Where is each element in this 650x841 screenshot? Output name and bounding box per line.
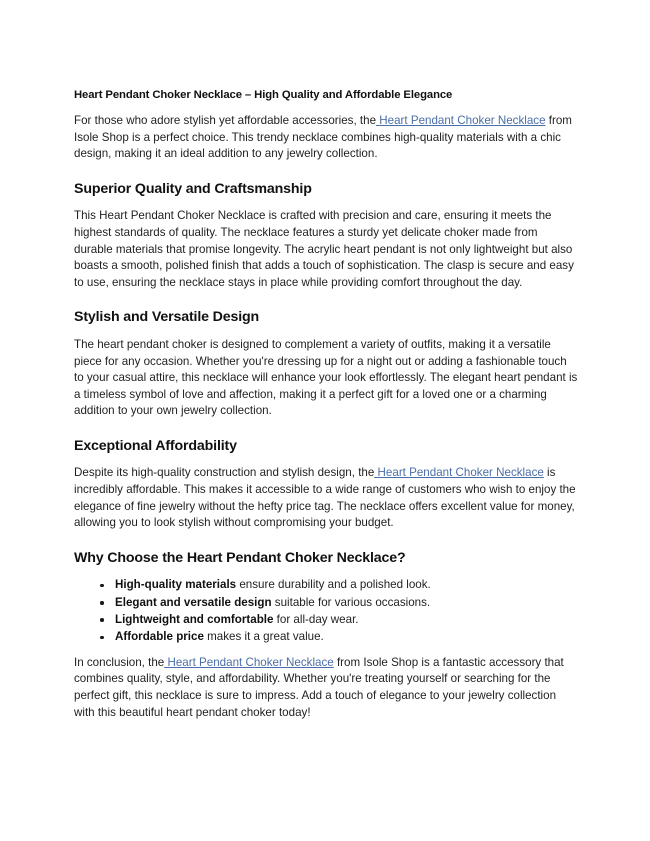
affordability-text-before-link: Despite its high-quality construction and stylish design, the [74,466,375,480]
feature-description: makes it a great value. [203,630,324,644]
feature-label: Affordable price [115,630,204,644]
list-item [115,577,578,593]
feature-description: ensure durability and a polished look. [236,578,431,592]
feature-description: for all-day wear. [273,612,359,626]
feature-label: Elegant and versatile design [115,595,272,609]
section-paragraph-design: The heart pendant choker is designed to complement a variety of outfits, making it a versatile piece for any occasion. Whether you're dressing up for a night out or adding a fashionable touch to your casual attire, this necklace will enhance your look effortlessly. The elegant heart pendant is a timeless symbol of love and affection, making it a perfect gift for a loved one or a charming addition to your own jewelry collection. [74,337,578,418]
feature-list [74,577,578,646]
section-heading-why-choose: Why Choose the Heart Pendant Choker Necklace? [74,549,406,566]
intro-text-before-link: For those who adore stylish yet affordable accessories, the [74,114,377,128]
feature-label: High-quality materials [115,578,237,592]
feature-description: suitable for various occasions. [271,595,431,609]
list-item [115,612,578,628]
intro-text-after-link: from Isole Shop is a perfect choice. This trendy necklace combines high-quality materials with a chic design, making it an ideal addition to any jewelry collection. [74,114,572,161]
product-link-affordability[interactable] [374,466,544,479]
section-heading-quality: Superior Quality and Craftsmanship [74,181,312,198]
section-heading-affordability: Exceptional Affordability [74,437,237,454]
product-link-intro-label: Heart Pendant Choker Necklace [379,114,546,128]
intro-paragraph [74,113,578,163]
conclusion-paragraph [74,655,578,721]
conclusion-text-before-link: In conclusion, the [74,655,165,669]
page-title: Heart Pendant Choker Necklace – High Quality and Affordable Elegance [74,89,453,101]
product-link-conclusion-label: Heart Pendant Choker Necklace [167,655,334,669]
section-paragraph-quality: This Heart Pendant Choker Necklace is crafted with precision and care, ensuring it meets the highest standards of quality. The necklace features a sturdy yet delicate choker made from durable materials that promise longevity. The acrylic heart pendant is not only lightweight but also boasts a smooth, polished finish that adds a touch of sophistication. The clasp is secure and easy to use, ensuring the necklace stays in place while providing comfort throughout the day. [74,209,574,289]
product-link-intro[interactable] [376,114,546,127]
section-heading-design: Stylish and Versatile Design [74,309,260,326]
list-item [115,629,578,645]
feature-label: Lightweight and comfortable [115,612,274,626]
product-link-conclusion[interactable] [164,656,334,669]
conclusion-text-after-link: from Isole Shop is a fantastic accessory that combines quality, style, and affordability. Whether you're treating yourself or searching for the perfect gift, this necklace is sure to impress. Add a touch of elegance to your jewelry collection with this beautiful heart pendant choker today! [74,655,564,719]
product-link-affordability-label: Heart Pendant Choker Necklace [377,466,544,480]
section-paragraph-affordability [74,465,578,531]
affordability-text-after-link: is incredibly affordable. This makes it accessible to a wide range of customers who wish to enjoy the elegance of fine jewelry without the hefty price tag. The necklace offers excellent value for money, allowing you to look stylish without compromising your budget. [74,466,576,530]
list-item [115,595,578,611]
